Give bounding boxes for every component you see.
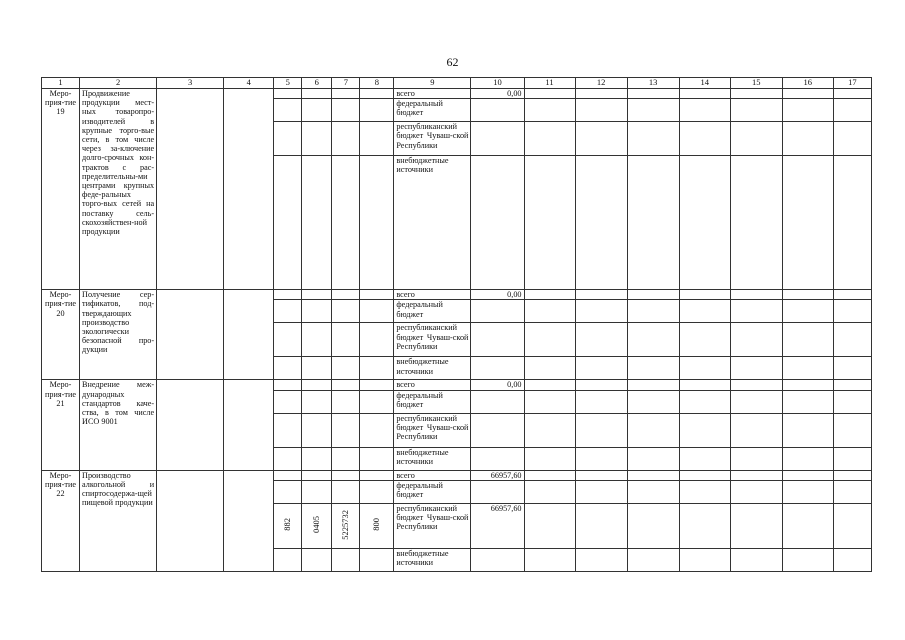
empty-cell [332,357,360,380]
empty-cell [360,290,394,300]
empty-cell [302,122,332,156]
empty-cell [575,390,627,413]
empty-cell [627,323,679,357]
funding-value: 66957,60 [471,503,524,548]
empty-cell [302,99,332,122]
empty-cell [302,290,332,300]
empty-cell [524,357,575,380]
empty-cell [627,470,679,480]
funding-value: 66957,60 [471,470,524,480]
empty-cell [782,470,833,480]
empty-cell [332,380,360,390]
empty-cell [575,290,627,300]
empty-cell [157,380,224,470]
empty-cell [730,89,782,99]
empty-cell [302,413,332,447]
empty-cell [224,380,274,470]
budget-code-cell [332,503,360,548]
funding-source: внебюджетные источники [394,447,471,470]
empty-cell [627,548,679,571]
table-row [42,470,872,480]
empty-cell [575,413,627,447]
empty-cell [274,89,302,99]
empty-cell [360,323,394,357]
funding-value [471,323,524,357]
funding-source: федеральный бюджет [394,99,471,122]
empty-cell [730,156,782,290]
empty-cell [302,357,332,380]
empty-cell [274,357,302,380]
empty-cell [679,548,730,571]
empty-cell [627,503,679,548]
empty-cell [782,89,833,99]
column-header-row [42,78,872,89]
empty-cell [274,290,302,300]
funding-value [471,480,524,503]
empty-cell [627,156,679,290]
column-header: 10 [471,78,524,89]
empty-cell [782,300,833,323]
empty-cell [524,99,575,122]
empty-cell [360,470,394,480]
empty-cell [730,122,782,156]
empty-cell [575,503,627,548]
funding-value: 0,00 [471,380,524,390]
budget-table [41,77,872,572]
empty-cell [302,480,332,503]
empty-cell [679,156,730,290]
budget-code: 0405 [311,516,322,534]
funding-value [471,300,524,323]
empty-cell [730,548,782,571]
empty-cell [627,122,679,156]
column-header: 1 [42,78,80,89]
budget-code: 800 [371,518,382,532]
measure-description: Получение сер-тификатов, под-тверждающих производство экологически безопасной про-дукции [80,290,157,380]
empty-cell [782,447,833,470]
measure-description: Продвижение продукции мест-ных товаропро-изводителей в крупные торго-вые сети, в том числе через за-ключение долго-срочных кон-трактов с рас-пределительны-ми центрами крупных феде-ральных торго-вых сетей на поставку сель-скохозяйствен-ной продукции [80,89,157,290]
empty-cell [332,300,360,323]
funding-value [471,99,524,122]
empty-cell [274,122,302,156]
empty-cell [360,89,394,99]
empty-cell [157,89,224,290]
empty-cell [524,503,575,548]
funding-value [471,447,524,470]
empty-cell [360,413,394,447]
empty-cell [524,480,575,503]
empty-cell [627,447,679,470]
empty-cell [627,99,679,122]
empty-cell [524,413,575,447]
column-header: 9 [394,78,471,89]
empty-cell [627,380,679,390]
empty-cell [627,300,679,323]
budget-code: 5225732 [340,509,351,540]
empty-cell [360,99,394,122]
empty-cell [833,380,871,390]
empty-cell [274,390,302,413]
empty-cell [730,390,782,413]
empty-cell [274,447,302,470]
empty-cell [332,156,360,290]
column-header: 2 [80,78,157,89]
empty-cell [524,89,575,99]
empty-cell [224,89,274,290]
empty-cell [782,99,833,122]
empty-cell [782,323,833,357]
column-header: 12 [575,78,627,89]
empty-cell [833,503,871,548]
empty-cell [679,300,730,323]
empty-cell [360,357,394,380]
empty-cell [524,390,575,413]
column-header: 16 [782,78,833,89]
column-header: 5 [274,78,302,89]
empty-cell [360,380,394,390]
empty-cell [833,300,871,323]
funding-source: федеральный бюджет [394,300,471,323]
column-header: 6 [302,78,332,89]
empty-cell [332,413,360,447]
empty-cell [730,480,782,503]
empty-cell [302,390,332,413]
empty-cell [575,480,627,503]
empty-cell [679,290,730,300]
funding-source: республиканский бюджет Чуваш-ской Республики [394,413,471,447]
funding-source: республиканский бюджет Чуваш-ской Республики [394,503,471,548]
funding-source: республиканский бюджет Чуваш-ской Республики [394,323,471,357]
empty-cell [679,390,730,413]
empty-cell [782,156,833,290]
budget-code-cell [274,503,302,548]
empty-cell [627,480,679,503]
budget-code: 882 [282,518,293,532]
funding-source: всего [394,290,471,300]
empty-cell [524,323,575,357]
empty-cell [730,447,782,470]
empty-cell [679,503,730,548]
empty-cell [679,122,730,156]
empty-cell [730,470,782,480]
empty-cell [524,380,575,390]
empty-cell [730,357,782,380]
column-header: 15 [730,78,782,89]
empty-cell [730,380,782,390]
funding-value [471,413,524,447]
column-header: 7 [332,78,360,89]
empty-cell [782,548,833,571]
funding-source: всего [394,89,471,99]
measure-label: Меро-прия-тие 21 [42,380,80,470]
measure-description: Производство алкогольной и спиртосодержа-щей пищевой продукции [80,470,157,571]
empty-cell [833,470,871,480]
empty-cell [302,156,332,290]
funding-source: федеральный бюджет [394,480,471,503]
measure-label: Меро-прия-тие 19 [42,89,80,290]
funding-value: 0,00 [471,290,524,300]
empty-cell [575,89,627,99]
empty-cell [833,156,871,290]
empty-cell [157,290,224,380]
empty-cell [524,290,575,300]
empty-cell [524,447,575,470]
empty-cell [679,99,730,122]
column-header: 14 [679,78,730,89]
empty-cell [274,99,302,122]
column-header: 13 [627,78,679,89]
empty-cell [157,470,224,571]
column-header: 8 [360,78,394,89]
measure-label: Меро-прия-тие 20 [42,290,80,380]
empty-cell [332,323,360,357]
funding-value: 0,00 [471,89,524,99]
empty-cell [302,548,332,571]
table-row [42,380,872,390]
empty-cell [833,99,871,122]
empty-cell [360,156,394,290]
empty-cell [332,122,360,156]
empty-cell [782,122,833,156]
column-header: 3 [157,78,224,89]
empty-cell [627,357,679,380]
empty-cell [679,380,730,390]
empty-cell [833,323,871,357]
empty-cell [782,503,833,548]
empty-cell [833,480,871,503]
funding-source: всего [394,470,471,480]
empty-cell [274,156,302,290]
empty-cell [782,357,833,380]
empty-cell [575,122,627,156]
empty-cell [274,323,302,357]
empty-cell [833,447,871,470]
empty-cell [274,300,302,323]
measure-label: Меро-прия-тие 22 [42,470,80,571]
empty-cell [730,323,782,357]
column-header: 4 [224,78,274,89]
empty-cell [524,122,575,156]
empty-cell [679,470,730,480]
empty-cell [575,447,627,470]
empty-cell [302,300,332,323]
empty-cell [679,89,730,99]
empty-cell [782,480,833,503]
measure-description: Внедрение меж-дународных стандартов каче-ства, в том числе ИСО 9001 [80,380,157,470]
funding-value [471,156,524,290]
empty-cell [332,390,360,413]
empty-cell [833,548,871,571]
empty-cell [360,300,394,323]
empty-cell [524,156,575,290]
empty-cell [575,548,627,571]
empty-cell [730,290,782,300]
empty-cell [575,380,627,390]
empty-cell [627,89,679,99]
empty-cell [833,89,871,99]
empty-cell [679,357,730,380]
funding-source: внебюджетные источники [394,548,471,571]
empty-cell [833,122,871,156]
empty-cell [224,470,274,571]
table-row [42,89,872,99]
empty-cell [524,470,575,480]
empty-cell [627,390,679,413]
empty-cell [274,470,302,480]
empty-cell [302,470,332,480]
empty-cell [332,447,360,470]
empty-cell [833,290,871,300]
funding-source: республиканский бюджет Чуваш-ской Республики [394,122,471,156]
empty-cell [302,89,332,99]
empty-cell [782,390,833,413]
empty-cell [332,480,360,503]
funding-value [471,122,524,156]
empty-cell [730,413,782,447]
empty-cell [360,122,394,156]
empty-cell [782,413,833,447]
table-row [42,290,872,300]
empty-cell [730,503,782,548]
budget-code-cell [360,503,394,548]
budget-code-cell [302,503,332,548]
empty-cell [627,290,679,300]
empty-cell [679,323,730,357]
empty-cell [730,300,782,323]
empty-cell [679,480,730,503]
funding-value [471,390,524,413]
empty-cell [575,357,627,380]
empty-cell [360,390,394,413]
column-header: 17 [833,78,871,89]
empty-cell [524,300,575,323]
empty-cell [833,390,871,413]
empty-cell [274,413,302,447]
empty-cell [679,447,730,470]
empty-cell [575,156,627,290]
empty-cell [730,99,782,122]
empty-cell [524,548,575,571]
column-header: 11 [524,78,575,89]
empty-cell [627,413,679,447]
empty-cell [224,290,274,380]
empty-cell [575,300,627,323]
empty-cell [332,548,360,571]
empty-cell [332,290,360,300]
empty-cell [360,548,394,571]
empty-cell [332,89,360,99]
empty-cell [575,470,627,480]
empty-cell [360,480,394,503]
empty-cell [575,323,627,357]
empty-cell [302,323,332,357]
empty-cell [575,99,627,122]
empty-cell [782,380,833,390]
empty-cell [782,290,833,300]
funding-source: федеральный бюджет [394,390,471,413]
funding-value [471,548,524,571]
empty-cell [360,447,394,470]
empty-cell [274,480,302,503]
empty-cell [274,548,302,571]
funding-source: внебюджетные источники [394,156,471,290]
empty-cell [302,447,332,470]
empty-cell [679,413,730,447]
empty-cell [332,99,360,122]
funding-source: внебюджетные источники [394,357,471,380]
empty-cell [302,380,332,390]
empty-cell [833,357,871,380]
empty-cell [274,380,302,390]
page-number: 62 [446,55,459,69]
empty-cell [833,413,871,447]
empty-cell [332,470,360,480]
funding-value [471,357,524,380]
funding-source: всего [394,380,471,390]
